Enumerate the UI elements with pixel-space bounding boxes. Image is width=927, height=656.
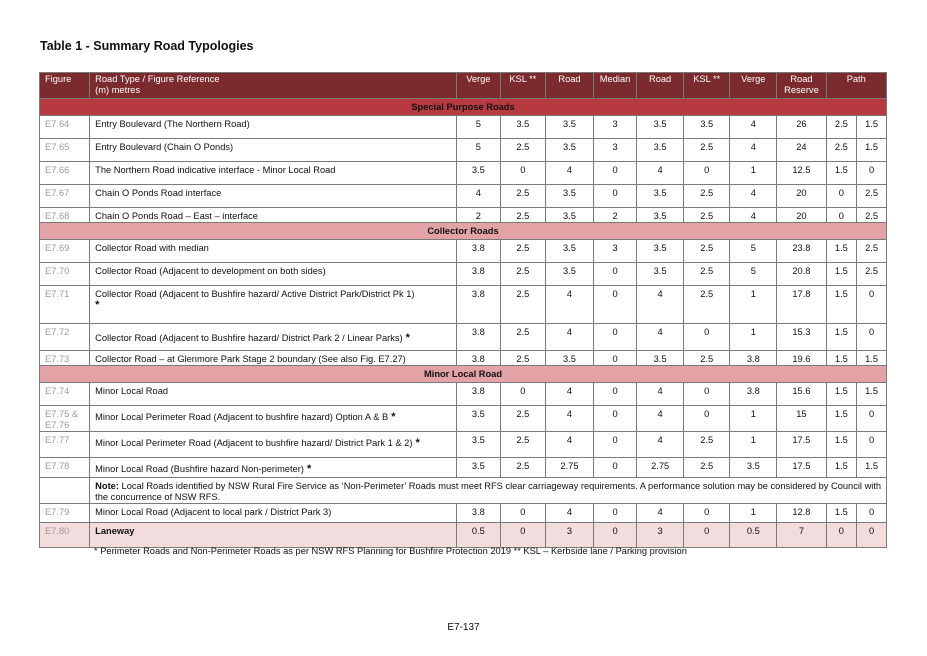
value-cell: 2.5 (826, 116, 857, 139)
note-text: Note: Local Roads identified by NSW Rural Fire Service as ‘Non-Perimeter’ Roads must meet RFS clear carriageway requirements. A performance solution may be considered by Council with the concurrence of NSW RFS. (90, 478, 887, 504)
road-type-name: Chain O Ponds Road interface (90, 185, 457, 208)
value-cell: 4 (637, 162, 684, 185)
value-cell: 2.5 (500, 324, 545, 351)
value-cell: 20.8 (777, 263, 826, 286)
figure-ref: E7.74 (40, 383, 90, 406)
value-cell: 3.5 (637, 240, 684, 263)
section-row (40, 99, 887, 116)
value-cell: 0 (684, 383, 730, 406)
value-cell: 3.5 (730, 458, 777, 478)
value-cell: 2.5 (857, 263, 887, 286)
header-figure: Figure (40, 73, 90, 99)
figure-ref: E7.65 (40, 139, 90, 162)
value-cell: 0 (594, 324, 637, 351)
table-row (40, 208, 887, 223)
value-cell: 0 (857, 432, 887, 458)
section-label: Collector Roads (40, 223, 887, 240)
value-cell: 2.75 (545, 458, 593, 478)
value-cell: 4 (545, 324, 593, 351)
value-cell: 5 (730, 240, 777, 263)
value-cell: 0 (857, 324, 887, 351)
table-row (40, 406, 887, 432)
road-type-name: Minor Local Perimeter Road (Adjacent to bushfire hazard) Option A & B * (90, 406, 457, 432)
value-cell: 4 (545, 383, 593, 406)
value-cell: 3.8 (456, 351, 500, 366)
value-cell: 0 (857, 286, 887, 324)
table-row (40, 139, 887, 162)
road-type-name: Collector Road (Adjacent to Bushfire hazard/ District Park 2 / Linear Parks) * (90, 324, 457, 351)
road-typology-table (39, 72, 887, 548)
value-cell: 1.5 (826, 504, 857, 523)
header-path: Path (826, 73, 886, 99)
header-median: Median (594, 73, 637, 99)
figure-ref: E7.69 (40, 240, 90, 263)
value-cell: 1 (730, 162, 777, 185)
value-cell: 0 (500, 162, 545, 185)
value-cell: 2.5 (500, 240, 545, 263)
value-cell: 3.5 (637, 351, 684, 366)
value-cell: 3.5 (637, 208, 684, 223)
value-cell: 19.6 (777, 351, 826, 366)
header-road-2: Road (637, 73, 684, 99)
header-verge-2: Verge (730, 73, 777, 99)
table-row (40, 351, 887, 366)
figure-ref: E7.78 (40, 458, 90, 478)
value-cell: 5 (456, 116, 500, 139)
value-cell: 4 (637, 432, 684, 458)
value-cell: 1 (730, 432, 777, 458)
value-cell: 3.5 (456, 458, 500, 478)
value-cell: 4 (637, 286, 684, 324)
value-cell: 2.5 (684, 208, 730, 223)
value-cell: 3.8 (730, 383, 777, 406)
value-cell: 2.5 (857, 185, 887, 208)
value-cell: 3.5 (500, 116, 545, 139)
value-cell: 17.8 (777, 286, 826, 324)
value-cell: 4 (456, 185, 500, 208)
table-row (40, 286, 887, 324)
value-cell: 0 (826, 523, 857, 548)
value-cell: 4 (730, 116, 777, 139)
value-cell: 2.5 (684, 240, 730, 263)
table-row (40, 240, 887, 263)
value-cell: 1.5 (857, 351, 887, 366)
value-cell: 4 (545, 432, 593, 458)
value-cell: 3.8 (456, 504, 500, 523)
value-cell: 3.5 (545, 116, 593, 139)
value-cell: 0 (594, 185, 637, 208)
value-cell: 3.5 (684, 116, 730, 139)
road-type-name: Laneway (90, 523, 457, 548)
road-type-name: Collector Road (Adjacent to Bushfire hazard/ Active District Park/District Pk 1) * (90, 286, 457, 324)
value-cell: 0 (594, 406, 637, 432)
bushfire-asterisk: * (391, 411, 396, 423)
value-cell: 0 (594, 523, 637, 548)
header-road-reserve: Road Reserve (777, 73, 826, 99)
page-title: Table 1 - Summary Road Typologies (40, 39, 254, 53)
value-cell: 0 (500, 383, 545, 406)
figure-ref: E7.73 (40, 351, 90, 366)
value-cell: 2.5 (684, 185, 730, 208)
table-row (40, 324, 887, 351)
figure-ref: E7.80 (40, 523, 90, 548)
value-cell: 1.5 (826, 240, 857, 263)
value-cell: 15.6 (777, 383, 826, 406)
value-cell: 0 (594, 351, 637, 366)
value-cell: 3.5 (545, 351, 593, 366)
value-cell: 1 (730, 406, 777, 432)
value-cell: 15.3 (777, 324, 826, 351)
table-row (40, 383, 887, 406)
value-cell: 0 (857, 504, 887, 523)
value-cell: 3.5 (637, 116, 684, 139)
figure-ref: E7.68 (40, 208, 90, 223)
value-cell: 0 (594, 504, 637, 523)
value-cell: 2.5 (500, 286, 545, 324)
page-number: E7-137 (447, 622, 480, 633)
value-cell: 0 (594, 432, 637, 458)
value-cell: 1.5 (857, 139, 887, 162)
bushfire-asterisk: * (95, 299, 100, 311)
road-type-name: Collector Road with median (90, 240, 457, 263)
value-cell: 4 (637, 406, 684, 432)
value-cell: 2.5 (500, 351, 545, 366)
header-road-type: Road Type / Figure Reference (m) metres (90, 73, 457, 99)
value-cell: 4 (730, 185, 777, 208)
value-cell: 20 (777, 208, 826, 223)
value-cell: 2.5 (684, 286, 730, 324)
value-cell: 3.8 (456, 383, 500, 406)
header-road-1: Road (545, 73, 593, 99)
value-cell: 1.5 (857, 383, 887, 406)
bushfire-asterisk: * (405, 332, 410, 344)
value-cell: 5 (456, 139, 500, 162)
value-cell: 0 (500, 504, 545, 523)
value-cell: 1.5 (826, 432, 857, 458)
header-ksl-2: KSL ** (684, 73, 730, 99)
value-cell: 3 (637, 523, 684, 548)
value-cell: 2.5 (684, 263, 730, 286)
value-cell: 2.5 (500, 208, 545, 223)
value-cell: 7 (777, 523, 826, 548)
value-cell: 2 (456, 208, 500, 223)
value-cell: 12.5 (777, 162, 826, 185)
value-cell: 3 (594, 139, 637, 162)
value-cell: 0 (684, 324, 730, 351)
value-cell: 1.5 (826, 351, 857, 366)
value-cell: 17.5 (777, 432, 826, 458)
figure-ref: E7.71 (40, 286, 90, 324)
value-cell: 20 (777, 185, 826, 208)
value-cell: 1.5 (857, 116, 887, 139)
value-cell: 2.5 (500, 139, 545, 162)
value-cell: 2.5 (500, 263, 545, 286)
value-cell: 4 (730, 139, 777, 162)
value-cell: 24 (777, 139, 826, 162)
table-row (40, 185, 887, 208)
value-cell: 4 (637, 324, 684, 351)
section-row (40, 223, 887, 240)
table-row (40, 458, 887, 478)
value-cell: 4 (730, 208, 777, 223)
road-type-name: The Northern Road indicative interface - Minor Local Road (90, 162, 457, 185)
value-cell: 3.8 (456, 324, 500, 351)
value-cell: 4 (545, 286, 593, 324)
header-verge-1: Verge (456, 73, 500, 99)
note-row (40, 478, 887, 504)
section-row (40, 366, 887, 383)
value-cell: 23.8 (777, 240, 826, 263)
value-cell: 1.5 (826, 263, 857, 286)
value-cell: 17.5 (777, 458, 826, 478)
road-type-name: Minor Local Perimeter Road (Adjacent to bushfire hazard/ District Park 1 & 2) * (90, 432, 457, 458)
value-cell: 4 (545, 406, 593, 432)
figure-ref: E7.64 (40, 116, 90, 139)
header-row (40, 73, 887, 99)
table-row (40, 504, 887, 523)
value-cell: 4 (545, 504, 593, 523)
road-type-name: Collector Road (Adjacent to development on both sides) (90, 263, 457, 286)
road-type-name: Entry Boulevard (The Northern Road) (90, 116, 457, 139)
road-type-name: Minor Local Road (Bushfire hazard Non-perimeter) * (90, 458, 457, 478)
value-cell: 3.5 (456, 162, 500, 185)
value-cell: 3.5 (545, 139, 593, 162)
value-cell: 0 (857, 406, 887, 432)
value-cell: 0 (500, 523, 545, 548)
value-cell: 3.8 (456, 286, 500, 324)
table-row (40, 263, 887, 286)
table-body (40, 99, 887, 548)
note-empty-cell (40, 478, 90, 504)
value-cell: 4 (545, 162, 593, 185)
table-row (40, 162, 887, 185)
value-cell: 2.75 (637, 458, 684, 478)
figure-ref: E7.72 (40, 324, 90, 351)
table-row (40, 432, 887, 458)
figure-ref: E7.66 (40, 162, 90, 185)
value-cell: 2.5 (684, 139, 730, 162)
section-label: Special Purpose Roads (40, 99, 887, 116)
value-cell: 0 (684, 504, 730, 523)
value-cell: 0 (594, 162, 637, 185)
value-cell: 1.5 (826, 286, 857, 324)
road-type-name: Minor Local Road (90, 383, 457, 406)
value-cell: 3.8 (456, 240, 500, 263)
value-cell: 15 (777, 406, 826, 432)
road-type-name: Minor Local Road (Adjacent to local park / District Park 3) (90, 504, 457, 523)
value-cell: 1 (730, 286, 777, 324)
road-type-name: Collector Road – at Glenmore Park Stage 2 boundary (See also Fig. E7.27) (90, 351, 457, 366)
value-cell: 0.5 (730, 523, 777, 548)
value-cell: 3.5 (637, 139, 684, 162)
value-cell: 1 (730, 324, 777, 351)
value-cell: 4 (637, 504, 684, 523)
value-cell: 2.5 (826, 139, 857, 162)
value-cell: 2.5 (500, 406, 545, 432)
value-cell: 0 (594, 383, 637, 406)
value-cell: 1.5 (826, 324, 857, 351)
section-label: Minor Local Road (40, 366, 887, 383)
value-cell: 26 (777, 116, 826, 139)
value-cell: 3.5 (545, 263, 593, 286)
value-cell: 3.5 (456, 406, 500, 432)
value-cell: 3.5 (545, 208, 593, 223)
value-cell: 1.5 (857, 458, 887, 478)
value-cell: 0 (857, 523, 887, 548)
value-cell: 0.5 (456, 523, 500, 548)
value-cell: 2.5 (500, 185, 545, 208)
value-cell: 3.5 (456, 432, 500, 458)
value-cell: 1.5 (826, 383, 857, 406)
value-cell: 0 (594, 458, 637, 478)
value-cell: 0 (826, 208, 857, 223)
value-cell: 3.5 (637, 185, 684, 208)
value-cell: 2.5 (684, 458, 730, 478)
figure-ref: E7.79 (40, 504, 90, 523)
value-cell: 2.5 (684, 351, 730, 366)
table-row (40, 116, 887, 139)
value-cell: 0 (684, 406, 730, 432)
value-cell: 2.5 (857, 240, 887, 263)
value-cell: 2.5 (500, 458, 545, 478)
value-cell: 5 (730, 263, 777, 286)
value-cell: 0 (857, 162, 887, 185)
figure-ref: E7.70 (40, 263, 90, 286)
value-cell: 2 (594, 208, 637, 223)
value-cell: 1.5 (826, 458, 857, 478)
value-cell: 2.5 (500, 432, 545, 458)
value-cell: 12.8 (777, 504, 826, 523)
value-cell: 1 (730, 504, 777, 523)
road-type-name: Entry Boulevard (Chain O Ponds) (90, 139, 457, 162)
header-ksl-1: KSL ** (500, 73, 545, 99)
value-cell: 0 (684, 162, 730, 185)
value-cell: 0 (826, 185, 857, 208)
value-cell: 4 (637, 383, 684, 406)
value-cell: 0 (684, 523, 730, 548)
figure-ref: E7.77 (40, 432, 90, 458)
figure-ref: E7.75 & E7.76 (40, 406, 90, 432)
value-cell: 3.5 (545, 185, 593, 208)
value-cell: 3 (594, 116, 637, 139)
bushfire-asterisk: * (415, 437, 420, 449)
value-cell: 1.5 (826, 406, 857, 432)
value-cell: 3 (545, 523, 593, 548)
road-type-name: Chain O Ponds Road – East – interface (90, 208, 457, 223)
table-row (40, 523, 887, 548)
value-cell: 0 (594, 286, 637, 324)
value-cell: 3 (594, 240, 637, 263)
figure-ref: E7.67 (40, 185, 90, 208)
value-cell: 2.5 (857, 208, 887, 223)
footnote: * Perimeter Roads and Non-Perimeter Roads as per NSW RFS Planning for Bushfire Protection 2019 ** KSL – Kerbside lane / Parking provision (94, 546, 687, 556)
value-cell: 3.5 (637, 263, 684, 286)
value-cell: 3.5 (545, 240, 593, 263)
value-cell: 2.5 (684, 432, 730, 458)
value-cell: 0 (594, 263, 637, 286)
bushfire-asterisk: * (306, 463, 312, 475)
value-cell: 1.5 (826, 162, 857, 185)
value-cell: 3.8 (730, 351, 777, 366)
value-cell: 3.8 (456, 263, 500, 286)
